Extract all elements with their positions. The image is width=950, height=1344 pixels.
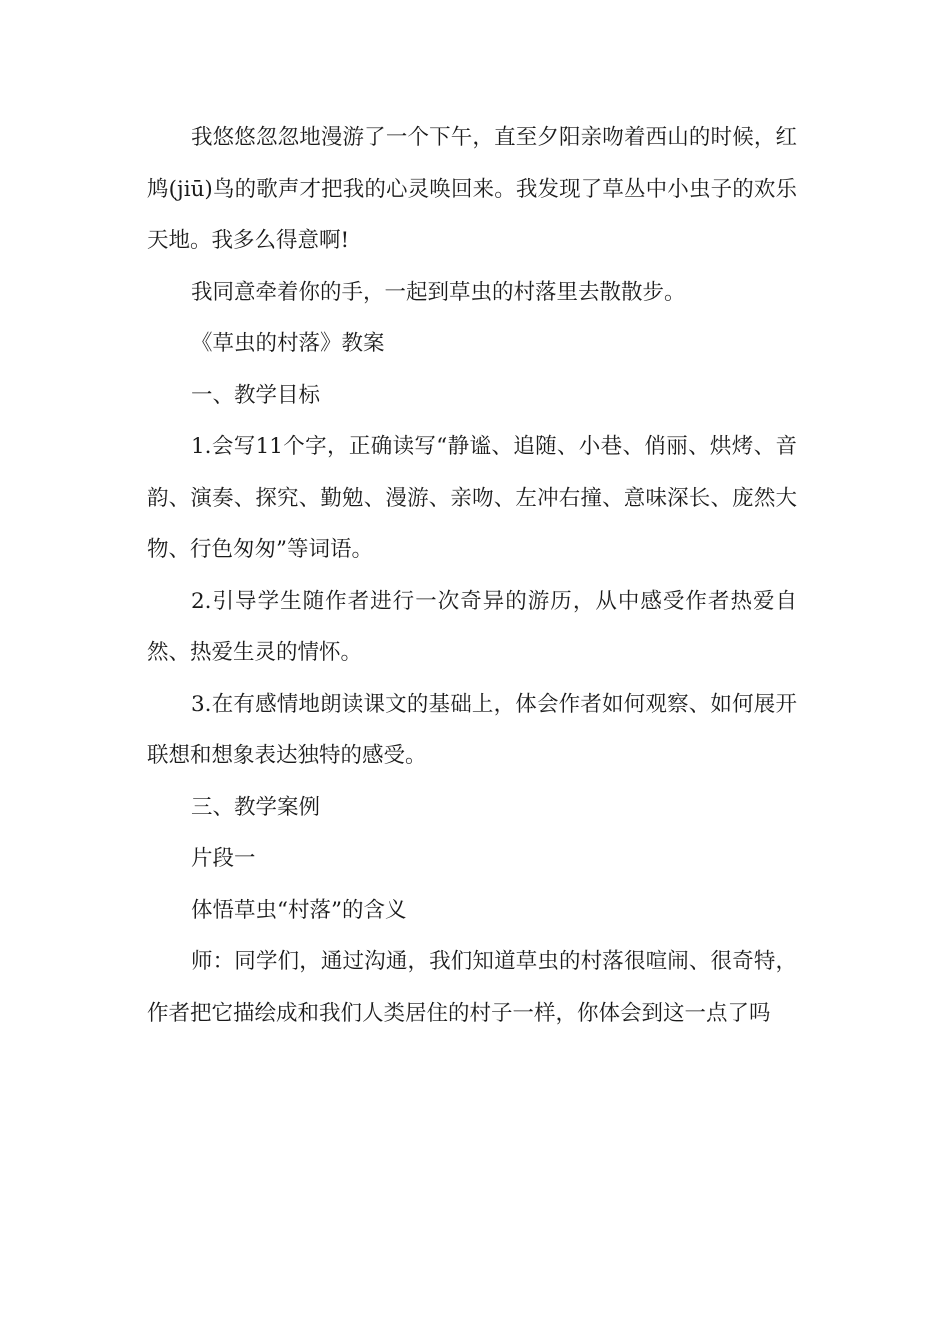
section-heading-teaching-cases: 三、教学案例 [191,794,321,820]
goal-item-2: 2.引导学生随作者进行一次奇异的游历，从中感受作者热爱自然、热爱生灵的情怀。 [147,588,797,665]
lesson-plan-title: 《草虫的村落》教案 [191,331,385,356]
case-fragment-label: 片段一 [191,846,256,871]
paragraph-sunset-wandering: 我悠悠忽忽地漫游了一个下午，直至夕阳亲吻着西山的时候，红鸠(jiū)鸟的歌声才把我的心灵唤回来。我发现了草丛中小虫子的欢乐天地。我多么得意啊! [147,125,797,253]
case-fragment-title: 体悟草虫“村落”的含义 [191,897,407,923]
teacher-dialogue: 师：同学们，通过沟通，我们知道草虫的村落很喧闹、很奇特，作者把它描绘成和我们人类居住的村子一样，你体会到这一点了吗 [147,949,797,1026]
document-body [147,112,797,1039]
paragraph-invitation: 我同意牵着你的手，一起到草虫的村落里去散散步。 [191,279,686,305]
goal-item-1: 1.会写11个字，正确读写“静谧、追随、小巷、俏丽、烘烤、音韵、演奏、探究、勤勉、漫游、亲吻、左冲右撞、意味深长、庞然大物、行色匆匆”等词语。 [147,434,797,562]
section-heading-teaching-goals: 一、教学目标 [191,382,321,408]
goal-item-3: 3.在有感情地朗读课文的基础上，体会作者如何观察、如何展开联想和想象表达独特的感受。 [147,691,797,768]
